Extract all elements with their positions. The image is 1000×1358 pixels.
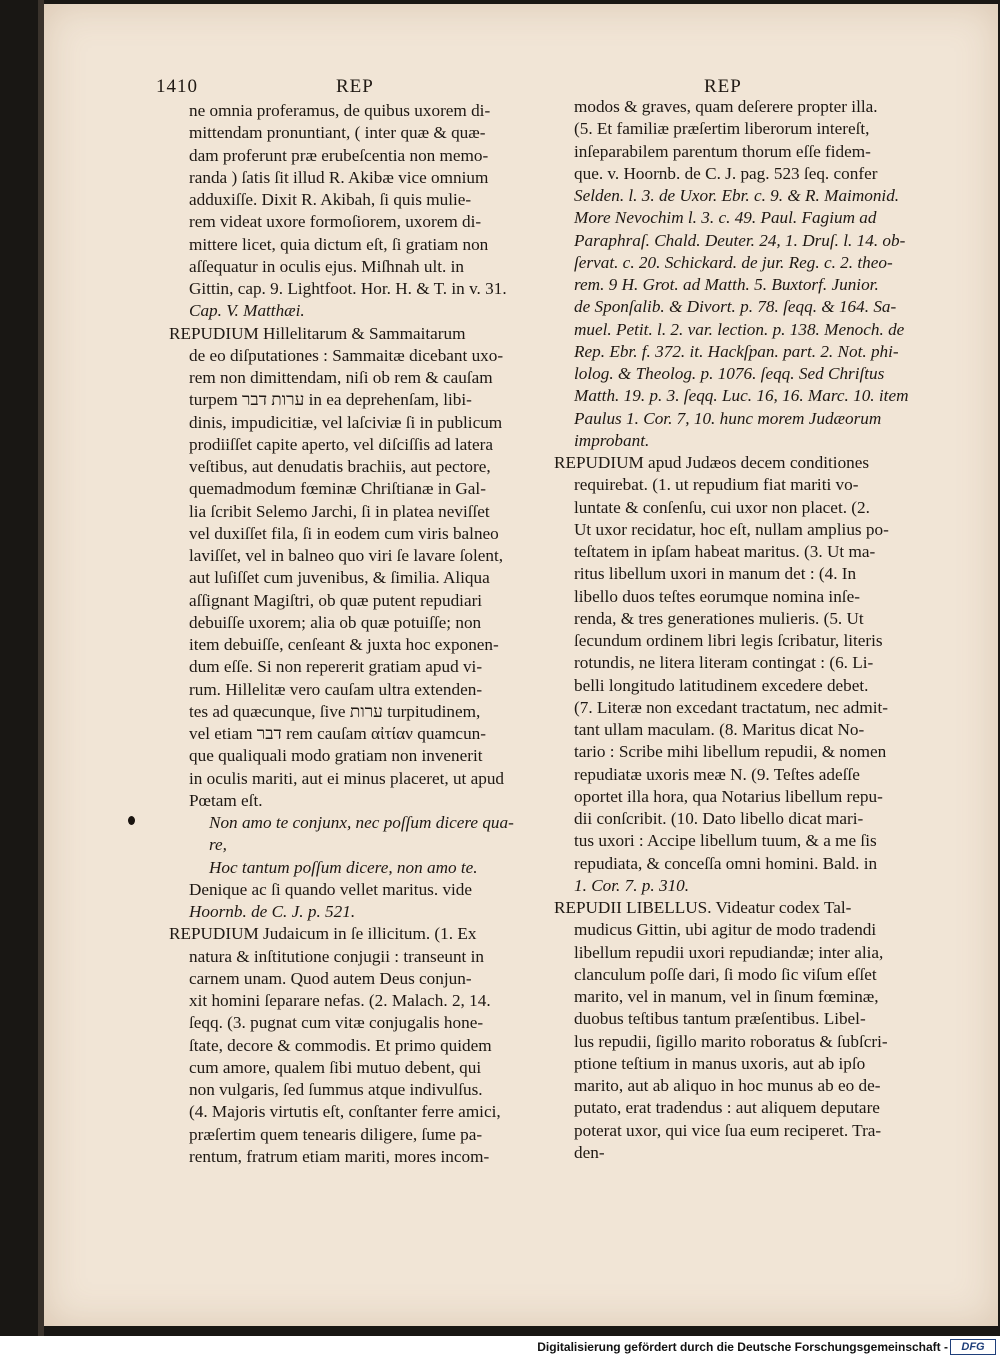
text-line: Paulus 1. Cor. 7, 10. hunc morem Judæorum [574,408,882,428]
text-line: cum amore, qualem ſibi mutuo debent, qui [189,1057,482,1077]
text-line: dinis, impudicitiæ, vel laſciviæ ſi in publicum [189,412,503,432]
text-line: requirebat. (1. ut repudium fiat mariti vo- [574,475,859,495]
text-line: REPUDIUM Hillelitarum & Sammaitarum [169,323,466,343]
text-line: rum. Hillelitæ vero cauſam ultra extenden- [189,679,483,699]
text-line: Denique ac ſi quando vellet maritus. vide [189,879,473,899]
text-line: quemadmodum fœminæ Chriſtianæ in Gal- [189,479,486,499]
text-line: turpem ערות דבר in ea deprehenſam, libi- [189,390,472,410]
text-line: luntate & conſenſu, cui uxor non placet. (2. [574,497,870,517]
text-line: debuiſſe uxorem; alia ob quæ potuiſſe; non [189,612,482,632]
text-line: marito, vel in manum, vel in ſinum fœminæ, [574,987,879,1006]
text-line: Cap. V. Matthæi. [189,301,305,321]
text-line: que. v. Hoornb. de C. J. pag. 523 ſeq. confer [574,163,878,183]
text-line: xit homini ſeparare nefas. (2. Malach. 2, 14. [189,991,491,1010]
dfg-logo: DFG [950,1339,996,1355]
text-line: mittere licet, quia dictum eſt, ſi gratiam non [189,234,489,254]
text-line: repudiata, & conceſſa omni homini. Bald. in [574,853,878,873]
text-line: putato, erat tradendus : aut aliquem deputare [574,1098,880,1118]
text-line: Ut uxor recidatur, hoc eſt, nullam amplius po- [574,519,889,539]
text-line: Rep. Ebr. f. 372. it. Hackſpan. part. 2. Not. phi- [574,341,899,361]
text-line: REPUDIUM apud Judæos decem conditiones [554,453,870,472]
text-line: rotundis, ne litera literam contingat : (6. Li- [574,653,874,673]
text-line: rem. 9 H. Grot. ad Matth. 5. Buxtorf. Junior. [574,275,879,294]
text-line: rem non dimittendam, niſi ob rem & cauſam [189,368,493,387]
text-line: (7. Literæ non excedant tractatum, nec admit- [574,697,889,717]
text-line: 1. Cor. 7. p. 310. [574,875,690,895]
text-line: aſſequatur in oculis ejus. Miſhnah ult. in [189,256,464,276]
text-line: More Nevochim l. 3. c. 49. Paul. Fagium ad [574,208,877,228]
text-line: tario : Scribe mihi libellum repudii, & nomen [574,742,887,762]
text-line: libello duos teſtes eorumque nomina inſe- [574,586,860,606]
text-line: ſecundum ordinem libri legis ſcribatur, literis [574,631,883,650]
text-line: rentum, fratrum etiam mariti, mores incom- [189,1146,490,1166]
text-line: ſtate, decore & commodis. Et primo quidem [189,1035,492,1055]
text-line: rem videat uxore formoſiorem, uxorem di- [189,212,482,232]
text-line: duobus teſtibus tantum præſentibus. Libel- [574,1009,866,1029]
text-line: randa ) ſatis ſit illud R. Akibæ vice omnium [189,167,489,187]
text-line: den- [574,1142,605,1162]
text-line: Non amo te conjunx, nec poſſum dicere qua- [209,813,514,832]
text-line: lia ſcribit Selemo Jarchi, ſi in platea neviſſet [189,501,490,521]
text-line: (5. Et familiæ præſertim liberorum intereſt, [574,119,870,139]
text-line: Gittin, cap. 9. Lightfoot. Hor. H. & T. in v. 31. [189,279,507,298]
text-line: oportet illa hora, qua Notarius libellum repu- [574,786,883,806]
margin-ink-dot [128,816,135,825]
text-line: ne omnia proferamus, de quibus uxorem di- [189,101,491,120]
right-text-column [554,96,932,1164]
text-line: dam proferunt præ erubeſcentia non memo- [189,145,489,165]
text-line: REPUDIUM Judaicum in ſe illicitum. (1. Ex [169,924,477,944]
text-line: teſtatem in ipſam habeat maritus. (3. Ut ma- [574,542,876,561]
text-line: mudicus Gittin, ubi agitur de modo tradendi [574,920,877,940]
text-line: adduxiſſe. Dixit R. Akibah, ſi quis mulie- [189,190,472,209]
text-line: aſſignant Magiſtri, ob quæ putent repudiari [189,590,483,610]
text-line: que qualiquali modo gratiam non invenerit [189,746,483,766]
text-line: REPUDII LIBELLUS. Videatur codex Tal- [554,898,852,917]
text-line: Hoornb. de C. J. p. 521. [189,902,356,921]
text-line: de eo diſputationes : Sammaitæ dicebant uxo- [189,345,504,365]
text-line: laviſſet, vel in balneo quo viri ſe lavare ſolent, [189,546,504,565]
text-line: ptione teſtium in manus uxoris, aut ab ipſo [574,1053,866,1073]
text-line: libellum repudii uxori repudiandæ; inter alia, [574,942,884,962]
text-line: marito, aut ab aliquo in hoc munus ab eo de- [574,1076,881,1095]
funding-credit: Digitalisierung gefördert durch die Deutsche Forschungsgemeinschaft - [537,1340,948,1354]
text-line: modos & graves, quam deſerere propter illa. [574,97,878,116]
text-line: vel duxiſſet fila, ſi in eodem cum viris balneo [189,523,499,543]
text-line: Paraphraſ. Chald. Deuter. 24, 1. Druſ. l. 14. ob- [574,230,906,250]
text-line: improbant. [574,430,650,450]
text-line: tes ad quæcunque, ſive ערות turpitudinem, [189,701,481,721]
text-line: in oculis mariti, aut ei minus placeret, ut apud [189,768,505,788]
text-line: Matth. 19. p. 3. ſeqq. Luc. 16, 16. Marc. 10. item [574,386,909,406]
text-line: mittendam pronuntiant, ( inter quæ & quæ- [189,123,486,143]
left-text-column [169,100,541,1168]
text-line: aut luſiſſet cum juvenibus, & ſimilia. Aliqua [189,568,490,588]
text-line: belli longitudo latitudinem excedere debet. [574,675,869,695]
text-line: vel etiam דבר rem cauſam αἰτίαν quamcun- [189,724,486,743]
text-line: Hoc tantum poſſum dicere, non amo te. [209,857,478,877]
text-line: lolog. & Theolog. p. 1076. ſeqq. Sed Chriſtus [574,364,885,383]
text-line: tus uxori : Accipe libellum tuum, & a me ſis [574,831,877,851]
text-line: dum eſſe. Si non repererit gratiam apud vi- [189,657,483,677]
text-line: præſertim quem tenearis diligere, ſume pa- [189,1124,483,1144]
running-head-left: REP [336,76,374,97]
running-head-right: REP [704,76,742,97]
text-line: item debuiſſe, cenſeant & juxta hoc exponen- [189,635,499,654]
text-line: muel. Petit. l. 2. var. lection. p. 138. Menoch. de [574,319,905,339]
text-line: ſeqq. (3. pugnat cum vitæ conjugalis hone- [189,1013,484,1033]
text-line: dii conſcribit. (10. Dato libello dicat mari- [574,809,864,828]
text-line: de Sponſalib. & Divort. p. 78. ſeqq. & 164. Sa- [574,297,897,317]
text-line: re, [209,835,227,855]
text-line: lus repudii, ſigillo marito roboratus & ſubſcri- [574,1031,888,1051]
text-line: veſtibus, aut denudatis brachiis, aut pectore, [189,457,491,476]
text-line: ſervat. c. 20. Schickard. de jur. Reg. c. 2. theo- [574,252,893,272]
text-line: natura & inſtitutione conjugii : transeunt in [189,946,484,966]
text-line: tant ullam maculam. (8. Maritus dicat No- [574,720,865,739]
text-line: clanculum poſſe dari, ſi modo ſic viſum eſſet [574,964,877,984]
text-line: poterat uxor, qui vice ſua eum reciperet. Tra- [574,1120,882,1140]
text-line: prodiiſſet capite aperto, vel diſciſſis ad latera [189,434,494,454]
text-line: renda, & tres generationes mulieris. (5. Ut [574,608,864,628]
text-line: inſeparabilem parentum thorum eſſe fidem- [574,141,871,161]
text-line: Selden. l. 3. de Uxor. Ebr. c. 9. & R. Maimonid. [574,186,900,205]
text-line: Pœtam eſt. [189,790,263,810]
text-line: non vulgaris, ſed ſummus atque indivulſus. [189,1080,483,1099]
text-line: ritus libellum uxori in manum det : (4. In [574,564,857,584]
text-line: repudiatæ uxoris meæ N. (9. Teſtes adeſſe [574,764,860,784]
text-line: carnem unam. Quod autem Deus conjun- [189,968,472,988]
text-line: (4. Majoris virtutis eſt, conſtanter ferre amici, [189,1102,501,1122]
page-number: 1410 [156,76,198,97]
